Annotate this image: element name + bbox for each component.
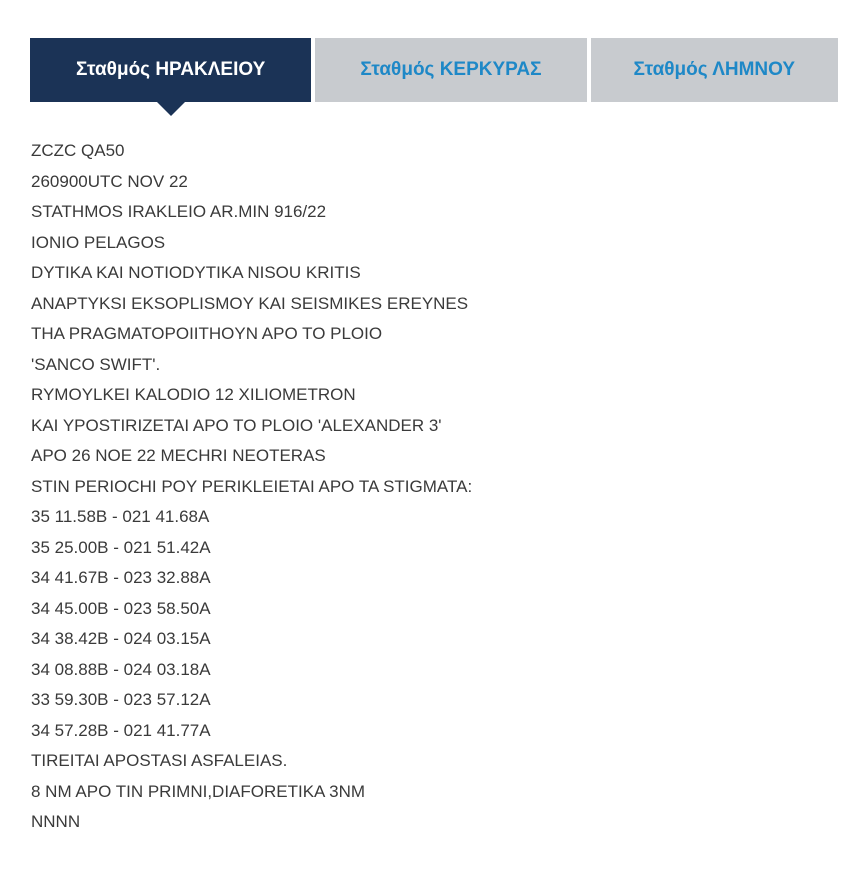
tab-heraklion-station[interactable] — [30, 38, 311, 102]
tab-kerkyra-station[interactable] — [315, 38, 586, 102]
message-line: 34 08.88B - 024 03.18A — [31, 659, 211, 679]
message-line: 'SANCO SWIFT'. — [31, 354, 161, 374]
message-line: ZCZC QA50 — [31, 141, 125, 160]
message-line: DYTIKA KAI NOTIODYTIKA NISOU KRITIS — [31, 263, 361, 282]
message-line: KAI YPOSTIRIZETAI APO TO PLOIO 'ALEXANDER 3' — [31, 415, 442, 435]
message-line: 34 38.42B - 024 03.15A — [31, 629, 211, 648]
tab-label: Σταθμός ΚΕΡΚΥΡΑΣ — [360, 59, 542, 80]
message-line: 33 59.30B - 023 57.12A — [31, 690, 211, 709]
message-line: 34 57.28B - 021 41.77A — [31, 720, 211, 740]
message-line: STATHMOS IRAKLEIO AR.MIN 916/22 — [31, 202, 327, 221]
message-line: 35 11.58B - 021 41.68A — [31, 507, 210, 526]
message-line: TIREITAI APOSTASI ASFALEIAS. — [31, 751, 288, 770]
message-line: 34 41.67B - 023 32.88A — [31, 568, 211, 587]
message-line: STIN PERIOCHI POY PERIKLEIETAI APO TA STIGMATA: — [31, 476, 473, 496]
tab-label: Σταθμός ΗΡΑΚΛΕΙΟΥ — [75, 59, 266, 80]
message-line: NNNN — [31, 812, 81, 831]
station-tabs — [30, 38, 838, 102]
tab-limnos-station[interactable] — [591, 38, 838, 102]
message-line: IONIO PELAGOS — [31, 232, 166, 252]
message-line: 35 25.00B - 021 51.42A — [31, 537, 211, 557]
message-line: RYMOYLKEI KALODIO 12 XILIOMETRON — [31, 385, 356, 404]
message-line: 260900UTC NOV 22 — [31, 171, 188, 191]
tab-label: Σταθμός ΛΗΜΝΟΥ — [633, 59, 796, 80]
message-line: 34 45.00B - 023 58.50A — [31, 598, 211, 618]
navtex-message — [31, 136, 831, 838]
message-line: 8 NM APO TIN PRIMNI,DIAFORETIKA 3NM — [31, 781, 366, 801]
message-line: THA PRAGMATOPOIITHOYN APO TO PLOIO — [31, 324, 383, 343]
active-tab-pointer — [157, 102, 185, 116]
message-line: ANAPTYKSI EKSOPLISMOY KAI SEISMIKES EREYNES — [31, 293, 469, 313]
message-line: APO 26 NOE 22 MECHRI NEOTERAS — [31, 446, 326, 465]
